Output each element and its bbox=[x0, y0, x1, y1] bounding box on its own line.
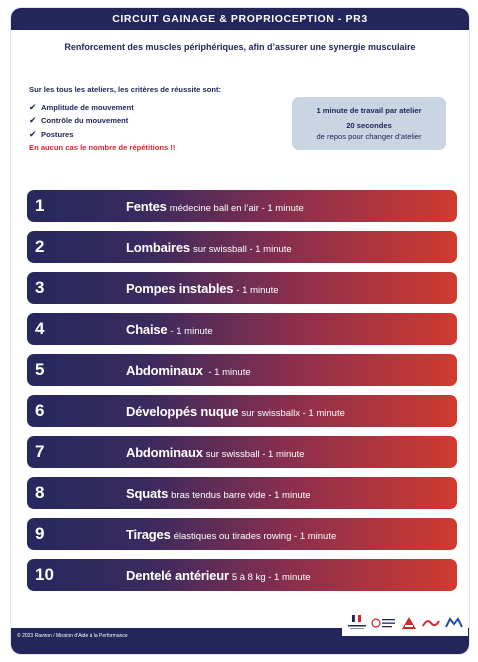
criteria-item-label: Postures bbox=[41, 129, 74, 139]
criteria-item bbox=[29, 101, 279, 115]
exercise-row bbox=[27, 395, 457, 427]
checkmark-icon: ✔ bbox=[29, 115, 37, 125]
criteria-item bbox=[29, 128, 279, 142]
criteria-item bbox=[29, 114, 279, 128]
ffa-logo bbox=[400, 614, 418, 632]
exercise-number: 4 bbox=[35, 319, 45, 338]
exercise-number: 5 bbox=[35, 360, 45, 379]
subtitle: Renforcement des muscles périphériques, afin d’assurer une synergie musculaire bbox=[64, 42, 416, 52]
checkmark-icon: ✔ bbox=[29, 128, 37, 139]
rest-duration: 20 secondes bbox=[346, 121, 392, 130]
exercise-detail: sur swissball - 1 minute bbox=[192, 244, 292, 255]
exercise-row bbox=[27, 518, 457, 550]
exercise-detail: 5 à 8 kg - 1 minute bbox=[231, 572, 311, 583]
exercise-row bbox=[27, 436, 457, 468]
exercise-name: Lombaires bbox=[126, 240, 190, 255]
criteria-warning: En aucun cas le nombre de répétitions !! bbox=[29, 143, 176, 152]
exercise-detail: - 1 minute bbox=[205, 367, 251, 378]
partner-logos bbox=[342, 609, 468, 636]
exercise-number: 1 bbox=[35, 196, 45, 215]
exercise-row bbox=[27, 559, 457, 591]
criteria-block bbox=[29, 83, 279, 155]
exercise-number: 9 bbox=[35, 524, 45, 543]
exercise-row bbox=[27, 190, 457, 222]
page-title: CIRCUIT GAINAGE & PROPRIOCEPTION - PR3 bbox=[112, 13, 368, 25]
exercise-list bbox=[27, 190, 457, 600]
exercise-detail: - 1 minute bbox=[236, 285, 279, 296]
exercise-detail: médecine ball en l’air - 1 minute bbox=[169, 203, 304, 214]
exercise-number: 8 bbox=[35, 483, 45, 502]
copyright-text: © 2023 Raviron / Mission d’Aide à la Performance bbox=[17, 633, 128, 639]
exercise-detail: - 1 minute bbox=[170, 326, 213, 337]
exercise-detail: bras tendus barre vide - 1 minute bbox=[171, 490, 311, 501]
exercise-detail: sur swissballx - 1 minute bbox=[241, 408, 345, 419]
exercise-name: Squats bbox=[126, 486, 169, 501]
exercise-number: 6 bbox=[35, 401, 45, 420]
title-bar bbox=[11, 8, 469, 30]
work-duration: 1 minute de travail par atelier bbox=[316, 106, 422, 115]
exercise-detail: élastiques ou tirades rowing - 1 minute bbox=[173, 531, 337, 542]
republique-francaise-logo bbox=[346, 614, 368, 632]
exercise-name: Développés nuque bbox=[126, 404, 239, 419]
exercise-name: Abdominaux bbox=[126, 445, 203, 460]
mizuno-logo bbox=[444, 616, 464, 630]
exercise-number: 3 bbox=[35, 278, 45, 297]
exercise-row bbox=[27, 272, 457, 304]
exercise-name: Abdominaux bbox=[126, 363, 203, 378]
exercise-name: Tirages bbox=[126, 527, 171, 542]
checkmark-icon: ✔ bbox=[29, 101, 37, 112]
criteria-item-label: Contrôle du mouvement bbox=[41, 116, 129, 125]
exercise-row bbox=[27, 477, 457, 509]
exercise-row bbox=[27, 231, 457, 263]
exercise-number: 7 bbox=[35, 442, 45, 461]
exercise-name: Dentelé antérieur bbox=[126, 568, 229, 583]
exercise-name: Chaise bbox=[126, 322, 168, 337]
exercise-row bbox=[27, 313, 457, 345]
rest-description: de repos pour changer d’atelier bbox=[316, 132, 422, 141]
exercise-detail: sur swissball - 1 minute bbox=[205, 449, 305, 460]
exercise-number: 2 bbox=[35, 237, 45, 256]
exercise-row bbox=[27, 354, 457, 386]
criteria-item-label: Amplitude de mouvement bbox=[41, 102, 134, 112]
exercise-name: Pompes instables bbox=[126, 281, 234, 296]
timing-info-box bbox=[292, 97, 446, 150]
exercise-name: Fentes bbox=[126, 199, 167, 214]
cnr-logo bbox=[421, 616, 441, 630]
criteria-intro: Sur les tous les ateliers, les critères de réussite sont: bbox=[29, 85, 222, 94]
exercise-number: 10 bbox=[35, 565, 54, 584]
agence-nationale-sport-logo bbox=[371, 614, 397, 632]
